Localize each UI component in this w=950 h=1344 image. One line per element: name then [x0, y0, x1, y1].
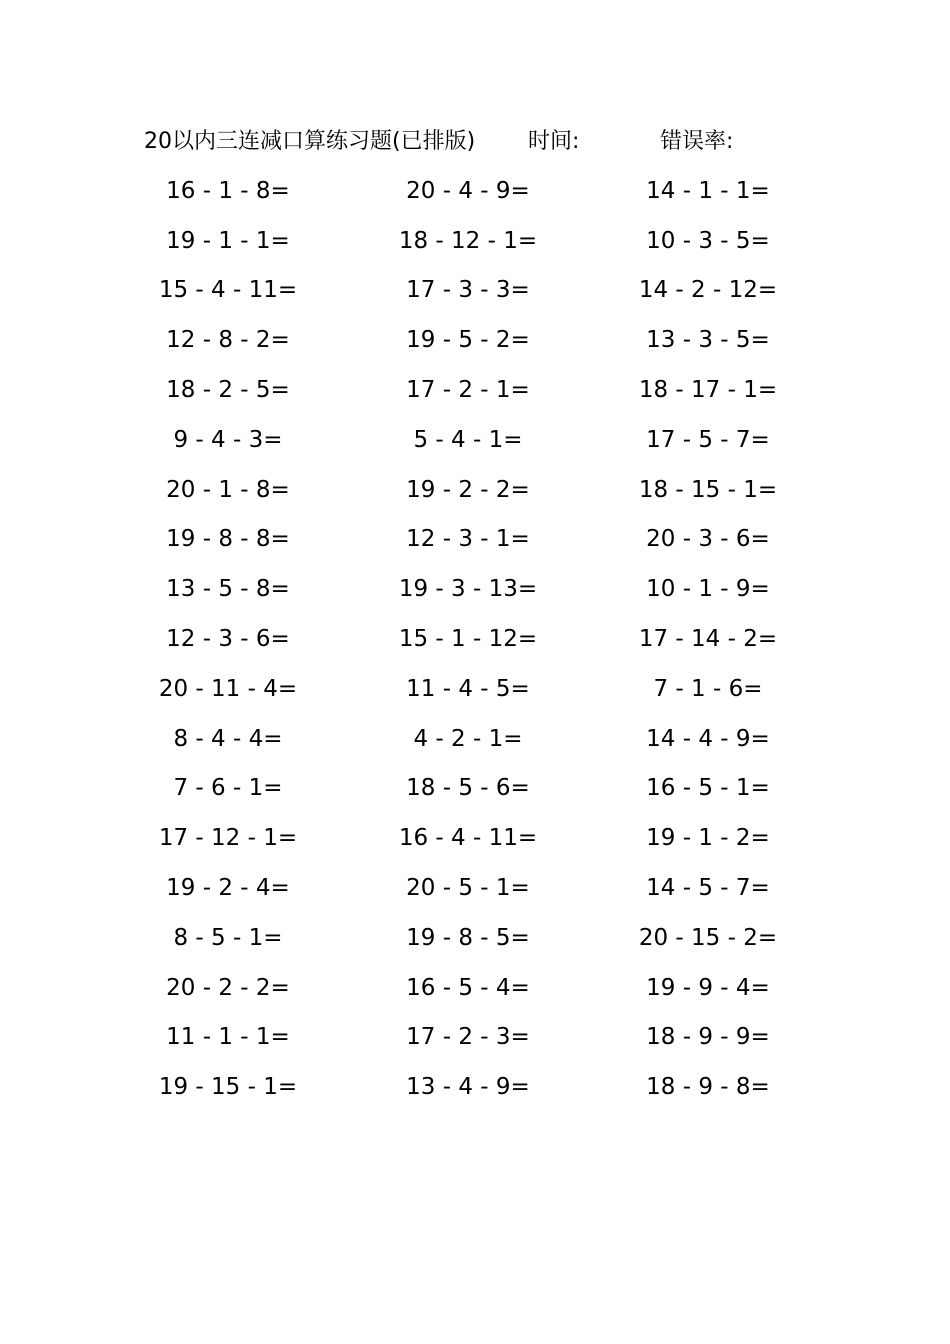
problem-item: 17 - 14 - 2= — [638, 626, 778, 653]
problem-item: 19 - 1 - 2= — [646, 825, 770, 852]
problem-row — [108, 465, 828, 515]
problem-item: 17 - 2 - 3= — [406, 1024, 530, 1051]
problem-item: 10 - 3 - 5= — [646, 227, 770, 254]
problem-item: 5 - 4 - 1= — [413, 426, 523, 453]
problem-row — [108, 315, 828, 365]
problem-item: 14 - 4 - 9= — [646, 725, 770, 752]
problem-item: 15 - 1 - 12= — [398, 626, 538, 653]
problem-row — [108, 515, 828, 565]
problem-grid — [108, 166, 828, 1112]
problem-item: 8 - 5 - 1= — [173, 924, 283, 951]
problem-item: 19 - 9 - 4= — [646, 974, 770, 1001]
problem-item: 17 - 5 - 7= — [646, 426, 770, 453]
problem-row — [108, 564, 828, 614]
problem-item: 13 - 5 - 8= — [166, 576, 290, 603]
problem-item: 19 - 5 - 2= — [406, 327, 530, 354]
problem-row — [108, 266, 828, 316]
problem-item: 18 - 12 - 1= — [398, 227, 538, 254]
problem-item: 16 - 5 - 4= — [406, 974, 530, 1001]
problem-item: 18 - 9 - 9= — [646, 1024, 770, 1051]
problem-item: 14 - 1 - 1= — [646, 177, 770, 204]
problem-item: 15 - 4 - 11= — [158, 277, 298, 304]
problem-item: 20 - 1 - 8= — [166, 476, 290, 503]
problem-item: 20 - 3 - 6= — [646, 526, 770, 553]
problem-item: 13 - 4 - 9= — [406, 1074, 530, 1101]
problem-item: 7 - 1 - 6= — [653, 675, 763, 702]
problem-item: 20 - 5 - 1= — [406, 875, 530, 902]
problem-row — [108, 963, 828, 1013]
problem-item: 13 - 3 - 5= — [646, 327, 770, 354]
problem-item: 18 - 5 - 6= — [406, 775, 530, 802]
problem-row — [108, 664, 828, 714]
problem-row — [108, 216, 828, 266]
problem-item: 17 - 3 - 3= — [406, 277, 530, 304]
problem-row — [108, 1062, 828, 1112]
problem-row — [108, 913, 828, 963]
problem-item: 20 - 15 - 2= — [638, 924, 778, 951]
problem-item: 12 - 8 - 2= — [166, 327, 290, 354]
problem-row — [108, 365, 828, 415]
problem-item: 17 - 2 - 1= — [406, 377, 530, 404]
problem-item: 19 - 1 - 1= — [166, 227, 290, 254]
problem-item: 19 - 3 - 13= — [398, 576, 538, 603]
problem-item: 16 - 4 - 11= — [398, 825, 538, 852]
problem-item: 19 - 8 - 8= — [166, 526, 290, 553]
problem-row — [108, 714, 828, 764]
problem-item: 19 - 2 - 4= — [166, 875, 290, 902]
problem-item: 19 - 2 - 2= — [406, 476, 530, 503]
problem-row — [108, 1013, 828, 1063]
problem-item: 16 - 5 - 1= — [646, 775, 770, 802]
error-rate-label: 错误率: — [660, 129, 734, 154]
problem-item: 18 - 17 - 1= — [638, 377, 778, 404]
problem-item: 14 - 2 - 12= — [638, 277, 778, 304]
time-label: 时间: — [528, 129, 580, 154]
problem-item: 18 - 9 - 8= — [646, 1074, 770, 1101]
problem-item: 7 - 6 - 1= — [173, 775, 283, 802]
problem-item: 17 - 12 - 1= — [158, 825, 298, 852]
problem-item: 11 - 1 - 1= — [166, 1024, 290, 1051]
problem-item: 16 - 1 - 8= — [166, 177, 290, 204]
problem-item: 20 - 4 - 9= — [406, 177, 530, 204]
problem-item: 19 - 15 - 1= — [158, 1074, 298, 1101]
problem-row — [108, 764, 828, 814]
problem-item: 19 - 8 - 5= — [406, 924, 530, 951]
problem-item: 12 - 3 - 1= — [406, 526, 530, 553]
problem-row — [108, 863, 828, 913]
worksheet-header — [0, 124, 950, 160]
problem-item: 20 - 2 - 2= — [166, 974, 290, 1001]
problem-item: 10 - 1 - 9= — [646, 576, 770, 603]
problem-row — [108, 415, 828, 465]
problem-item: 11 - 4 - 5= — [406, 675, 530, 702]
problem-item: 20 - 11 - 4= — [158, 675, 298, 702]
problem-item: 8 - 4 - 4= — [173, 725, 283, 752]
problem-item: 9 - 4 - 3= — [173, 426, 283, 453]
problem-row — [108, 614, 828, 664]
problem-item: 4 - 2 - 1= — [413, 725, 523, 752]
problem-item: 18 - 15 - 1= — [638, 476, 778, 503]
problem-row — [108, 166, 828, 216]
problem-item: 12 - 3 - 6= — [166, 626, 290, 653]
problem-row — [108, 813, 828, 863]
problem-item: 18 - 2 - 5= — [166, 377, 290, 404]
problem-item: 14 - 5 - 7= — [646, 875, 770, 902]
worksheet-title: 20以内三连减口算练习题(已排版) — [144, 129, 476, 154]
